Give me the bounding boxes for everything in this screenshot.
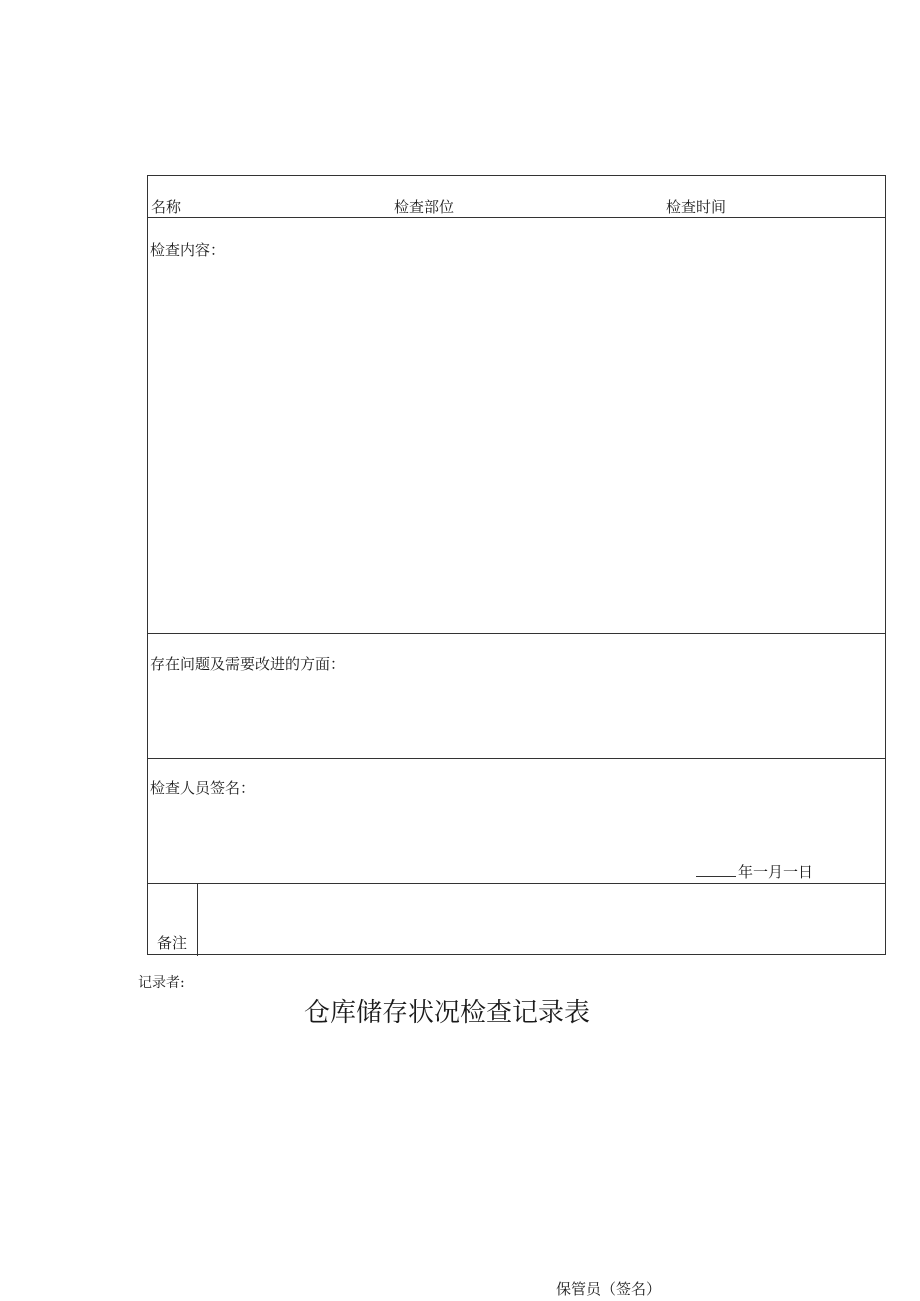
date-month-label: 一月一 <box>753 863 799 881</box>
page-title: 仓库储存状况检查记录表 <box>304 998 591 1028</box>
location-label: 检查部位 <box>394 198 455 216</box>
date-year-label: 年 <box>738 863 754 881</box>
name-label: 名称 <box>151 198 182 216</box>
year-blank <box>696 864 736 877</box>
issues-row <box>148 634 885 759</box>
content-row <box>148 218 885 634</box>
inspector-signature-label: 检查人员签名： <box>150 779 256 797</box>
inspection-date <box>696 863 813 881</box>
recorder-label: 记录者: <box>138 975 185 991</box>
keeper-signature-label: 保管员（签名） <box>556 1280 662 1298</box>
remarks-label: 备注 <box>157 934 188 952</box>
issues-label: 存在问题及需要改进的方面： <box>150 655 346 673</box>
inspection-form-table <box>147 175 886 955</box>
time-label: 检查时间 <box>666 198 727 216</box>
remarks-row <box>148 884 885 956</box>
date-day-label: 日 <box>798 863 814 881</box>
header-row <box>148 176 885 218</box>
content-label: 检查内容： <box>150 241 226 259</box>
remarks-field[interactable] <box>198 884 885 956</box>
remarks-label-cell <box>148 884 198 956</box>
inspector-row <box>148 759 885 884</box>
